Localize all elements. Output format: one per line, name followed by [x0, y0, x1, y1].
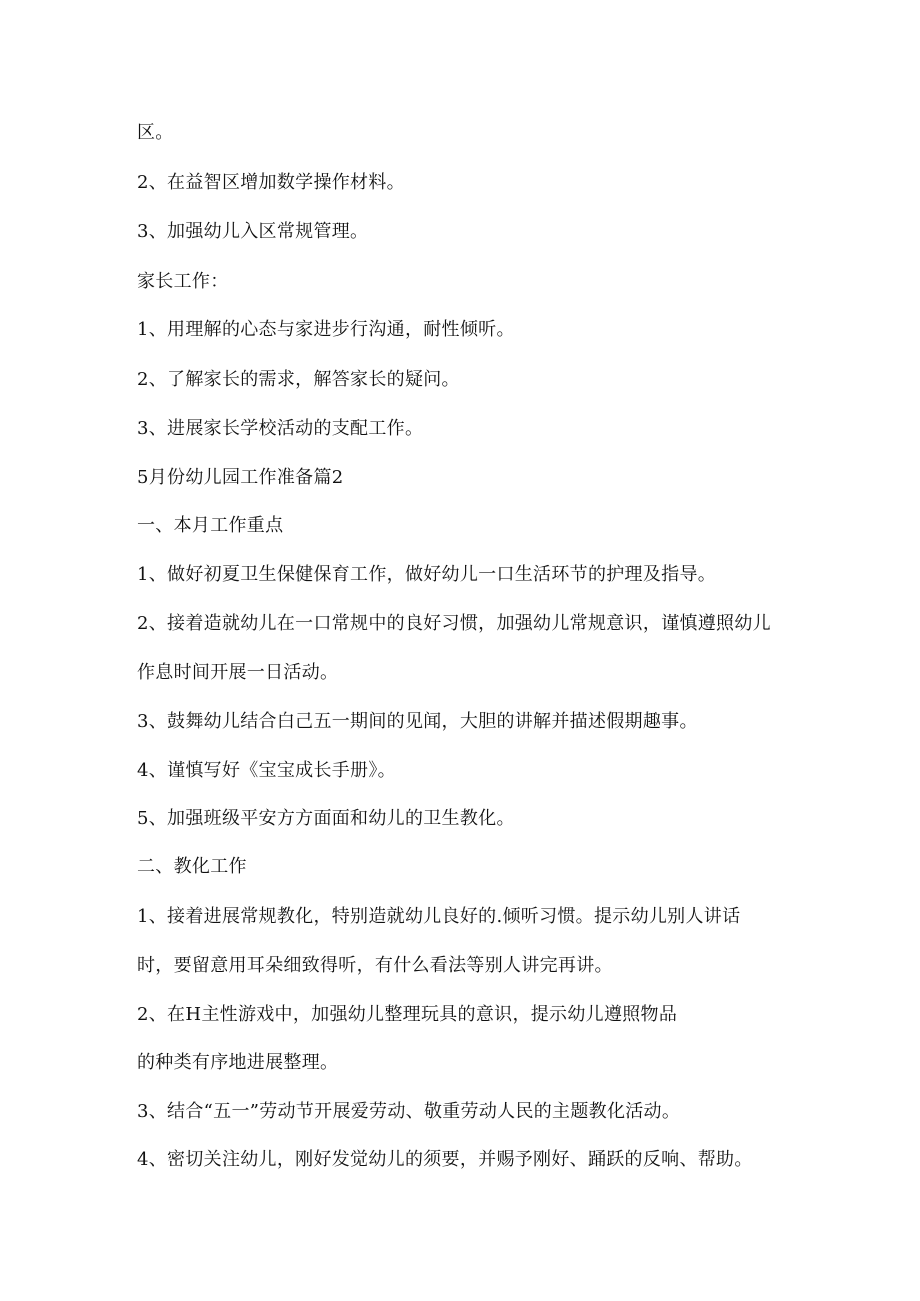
text-line: 4、谨慎写好《宝宝成长手册》。 — [137, 760, 396, 781]
text-line: 1、接着进展常规教化，特别造就幼儿良好的.倾听习惯。提示幼儿别人讲话 — [137, 906, 741, 927]
text-line: 作息时间开展一日活动。 — [137, 662, 339, 683]
text-line: 2、了解家长的需求，解答家长的疑问。 — [137, 369, 460, 390]
text-line: 区。 — [137, 122, 174, 143]
document-title: 5月份幼儿园工作准备篇2 — [137, 467, 344, 488]
text-line: 4、密切关注幼儿，刚好发觉幼儿的须要，并赐予刚好、踊跃的反响、帮助。 — [137, 1149, 753, 1170]
text-line: 3、进展家长学校活动的支配工作。 — [137, 418, 424, 439]
section-heading: 一、本月工作重点 — [137, 515, 284, 536]
text-line: 3、加强幼儿入区常规管理。 — [137, 221, 369, 242]
text-line: 2、在H主性游戏中，加强幼儿整理玩具的意识，提示幼儿遵照物品 — [137, 1004, 678, 1025]
text-line: 的种类有序地进展整理。 — [137, 1052, 339, 1073]
section-heading: 家长工作： — [137, 271, 229, 292]
text-line: 1、做好初夏卫生保健保育工作，做好幼儿一口生活环节的护理及指导。 — [137, 564, 717, 585]
section-heading: 二、教化工作 — [137, 856, 247, 877]
text-line: 5、加强班级平安方方面面和幼儿的卫生教化。 — [137, 808, 515, 829]
text-line: 2、在益智区增加数学操作材料。 — [137, 172, 405, 193]
text-line: 时，要留意用耳朵细致得听，有什么看法等别人讲完再讲。 — [137, 955, 613, 976]
text-line: 2、接着造就幼儿在一口常规中的良好习惯，加强幼儿常规意识，谨慎遵照幼儿 — [137, 613, 771, 634]
text-line: 1、用理解的心态与家进步行沟通，耐性倾听。 — [137, 319, 515, 340]
text-line: 3、鼓舞幼儿结合白己五一期间的见闻，大胆的讲解并描述假期趣事。 — [137, 711, 698, 732]
text-line: 3、结合“五一”劳动节开展爱劳动、敬重劳动人民的主题教化活动。 — [137, 1101, 681, 1122]
